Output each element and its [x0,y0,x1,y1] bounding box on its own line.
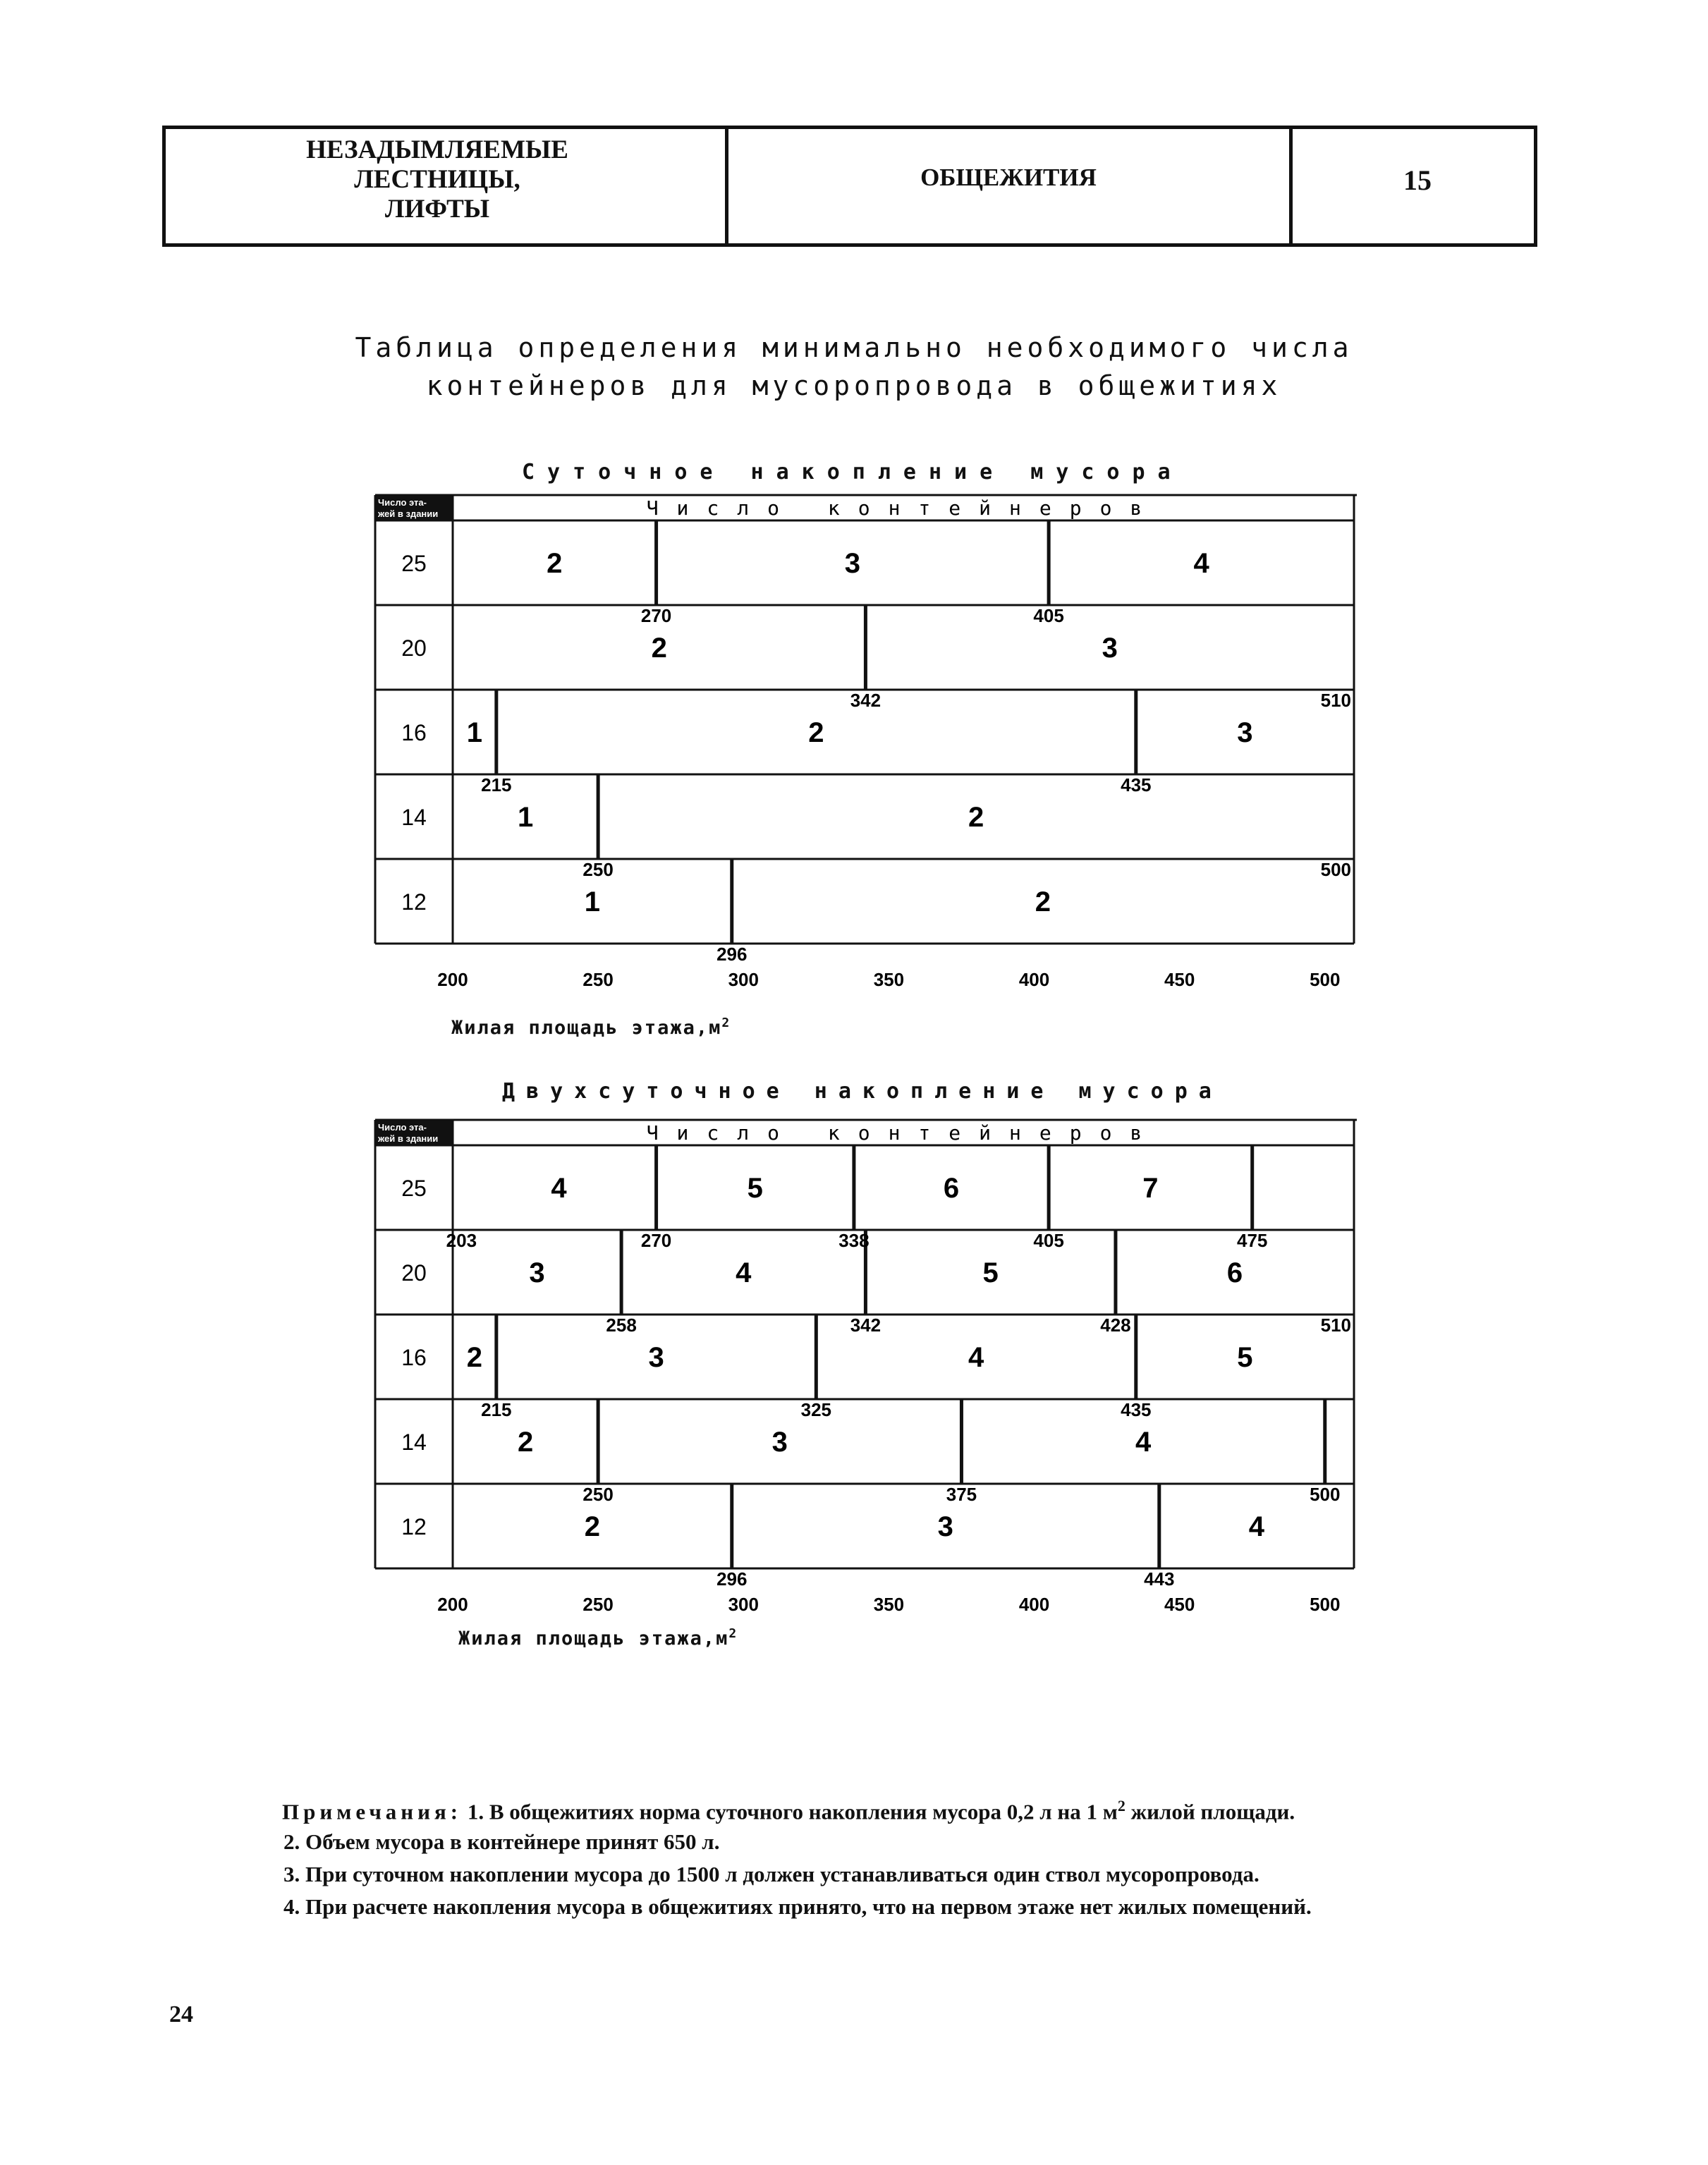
note-1-sup: 2 [1117,1797,1126,1815]
note-3: 3. При суточном накоплении мусора до 1500 л должен устанавливаться один ствол мусоропровода. [283,1862,1259,1886]
chart1-container-count: 1 [584,886,601,917]
chart2-floors-16: 16 [401,1345,427,1370]
chart2-container-count: 4 [968,1342,984,1373]
header-divider-right [1289,126,1293,247]
chart1-floors-12: 12 [401,889,427,915]
chart2-boundary-label: 203 [446,1230,477,1251]
chart2-boundary-label: 443 [1144,1568,1175,1590]
chart2-tick-label: 450 [1164,1594,1195,1612]
chart1-container-count: 3 [844,548,860,579]
chart1-tick-label: 350 [873,969,905,987]
chart2-tick-label: 200 [437,1594,468,1612]
chart2-floors-14: 14 [401,1429,427,1455]
chart1-boundary-label: 296 [716,944,748,965]
header-left-line3: ЛИФТЫ [384,195,490,224]
chart2-container-count: 2 [466,1342,483,1373]
chart2-tick-label: 500 [1310,1594,1341,1612]
chart2-boundary-label: 258 [606,1315,637,1336]
chart2-floors-12: 12 [401,1514,427,1539]
chart1-floors-20: 20 [401,635,427,661]
chart1-xlabel-text: Жилая площадь этажа,м [451,1017,722,1039]
header-page-code: 15 [1403,164,1432,196]
chart2-floor-header-line1: Число эта- [378,1122,427,1133]
chart2-container-count: 6 [1226,1257,1243,1288]
chart2-table [367,1111,1382,1612]
chart2-tick-label: 350 [873,1594,905,1612]
chart2-tick-label: 300 [728,1594,759,1612]
chart1-floor-header-line1: Число эта- [378,497,427,508]
chart2-container-count: 3 [529,1257,545,1288]
chart1-boundary-label: 435 [1121,774,1152,795]
chart2-container-count: 4 [736,1257,752,1288]
chart2-boundary-label: 500 [1310,1484,1341,1505]
chart2-container-count: 5 [747,1173,763,1204]
chart1-xlabel [451,1016,731,1039]
chart1-tick-label: 450 [1164,969,1195,987]
chart2-boundary-label: 375 [946,1484,977,1505]
chart2-floors-25: 25 [401,1176,427,1201]
note-4: 4. При расчете накопления мусора в общежитиях принято, что на первом этаже нет жилых помещений. [283,1894,1312,1919]
chart2-boundary-label: 342 [850,1315,882,1336]
chart1-container-count: 2 [651,633,667,664]
page-title [0,329,1708,405]
chart2-container-count: 3 [937,1511,953,1542]
chart1-tick-label: 250 [582,969,614,987]
chart2-xlabel-sup: 2 [728,1626,738,1641]
chart2-container-count: 2 [517,1427,534,1458]
chart1-container-count: 3 [1102,633,1118,664]
chart2-boundary-label: 475 [1237,1230,1268,1251]
chart2-boundary-label: 405 [1033,1230,1064,1251]
chart2-boundary-label: 338 [838,1230,870,1251]
chart2-column-header: Число контейнеров [646,1121,1161,1145]
chart2-tick-label: 250 [582,1594,614,1612]
chart2-container-count: 3 [771,1427,788,1458]
chart2-floor-header-line2: жей в здании [378,1133,439,1144]
note-1-tail: жилой площади. [1125,1799,1295,1824]
notes-label: Примечания: [282,1799,463,1824]
chart2-boundary-label: 510 [1320,1315,1351,1336]
chart2-boundary-label: 428 [1100,1315,1131,1336]
header-divider-left [725,126,728,247]
chart1-column-header: Число контейнеров [646,496,1161,520]
chart2-boundary-label: 435 [1121,1399,1152,1420]
chart2-boundary-label: 250 [582,1484,614,1505]
chart2-xlabel-text: Жилая площадь этажа,м [458,1628,729,1649]
chart1-boundary-label: 405 [1033,605,1064,626]
chart1-container-count: 1 [517,802,534,833]
chart2-container-count: 2 [584,1511,601,1542]
note-2: 2. Объем мусора в контейнере принят 650 л. [283,1829,720,1854]
chart2-container-count: 3 [648,1342,664,1373]
chart1-floors-16: 16 [401,720,427,745]
page-title-line2: контейнеров для мусоропровода в общежитиях [426,370,1282,401]
chart2-container-count: 5 [1237,1342,1253,1373]
header-section-title [254,135,621,224]
note-1 [282,1797,1295,1824]
chart2-xlabel [458,1626,738,1649]
chart1-title: Суточное накопление мусора [522,460,1183,484]
page-number: 24 [169,2001,193,2027]
chart1-tick-label: 200 [437,969,468,987]
chart2-container-count: 4 [1135,1427,1152,1458]
chart1-container-count: 1 [466,717,483,748]
chart1-boundary-label: 270 [640,605,672,626]
chart2-container-count: 4 [551,1173,567,1204]
chart1-floors-14: 14 [401,805,427,830]
chart1-container-count: 2 [1035,886,1051,917]
chart1-tick-label: 300 [728,969,759,987]
chart1-tick-label: 400 [1018,969,1050,987]
chart1-floor-header-line2: жей в здании [378,508,439,519]
chart1-boundary-label: 215 [481,774,512,795]
header-center: ОБЩЕЖИТИЯ [920,164,1097,191]
chart1-boundary-label: 500 [1320,859,1351,880]
header-left-line2: ЛЕСТНИЦЫ, [354,165,520,194]
chart1-container-count: 2 [968,802,984,833]
page-title-line1: Таблица определения минимально необходимого числа [355,332,1353,363]
chart1-container-count: 3 [1237,717,1253,748]
chart1-boundary-label: 510 [1320,690,1351,711]
chart2-container-count: 4 [1248,1511,1265,1542]
chart1-container-count: 2 [547,548,563,579]
chart1-tick-label: 500 [1310,969,1341,987]
chart2-container-count: 5 [982,1257,999,1288]
chart2-tick-label: 400 [1018,1594,1050,1612]
note-1-text: 1. В общежитиях норма суточного накопления мусора 0,2 л на 1 м [467,1799,1118,1824]
chart2-boundary-label: 215 [481,1399,512,1420]
chart1-boundary-label: 250 [582,859,614,880]
chart1-container-count: 2 [808,717,824,748]
chart2-floors-20: 20 [401,1260,427,1286]
chart1-container-count: 4 [1193,548,1209,579]
chart1-floors-25: 25 [401,551,427,576]
chart1-xlabel-sup: 2 [721,1016,731,1030]
chart1-table [367,487,1382,987]
header-left-line1: НЕЗАДЫМЛЯЕМЫЕ [306,135,568,164]
chart2-container-count: 7 [1142,1173,1159,1204]
chart2-container-count: 6 [943,1173,960,1204]
chart2-title: Двухсуточное накопление мусора [502,1079,1223,1104]
chart2-boundary-label: 325 [800,1399,832,1420]
chart2-boundary-label: 296 [716,1568,748,1590]
chart1-boundary-label: 342 [850,690,882,711]
chart2-boundary-label: 270 [640,1230,672,1251]
